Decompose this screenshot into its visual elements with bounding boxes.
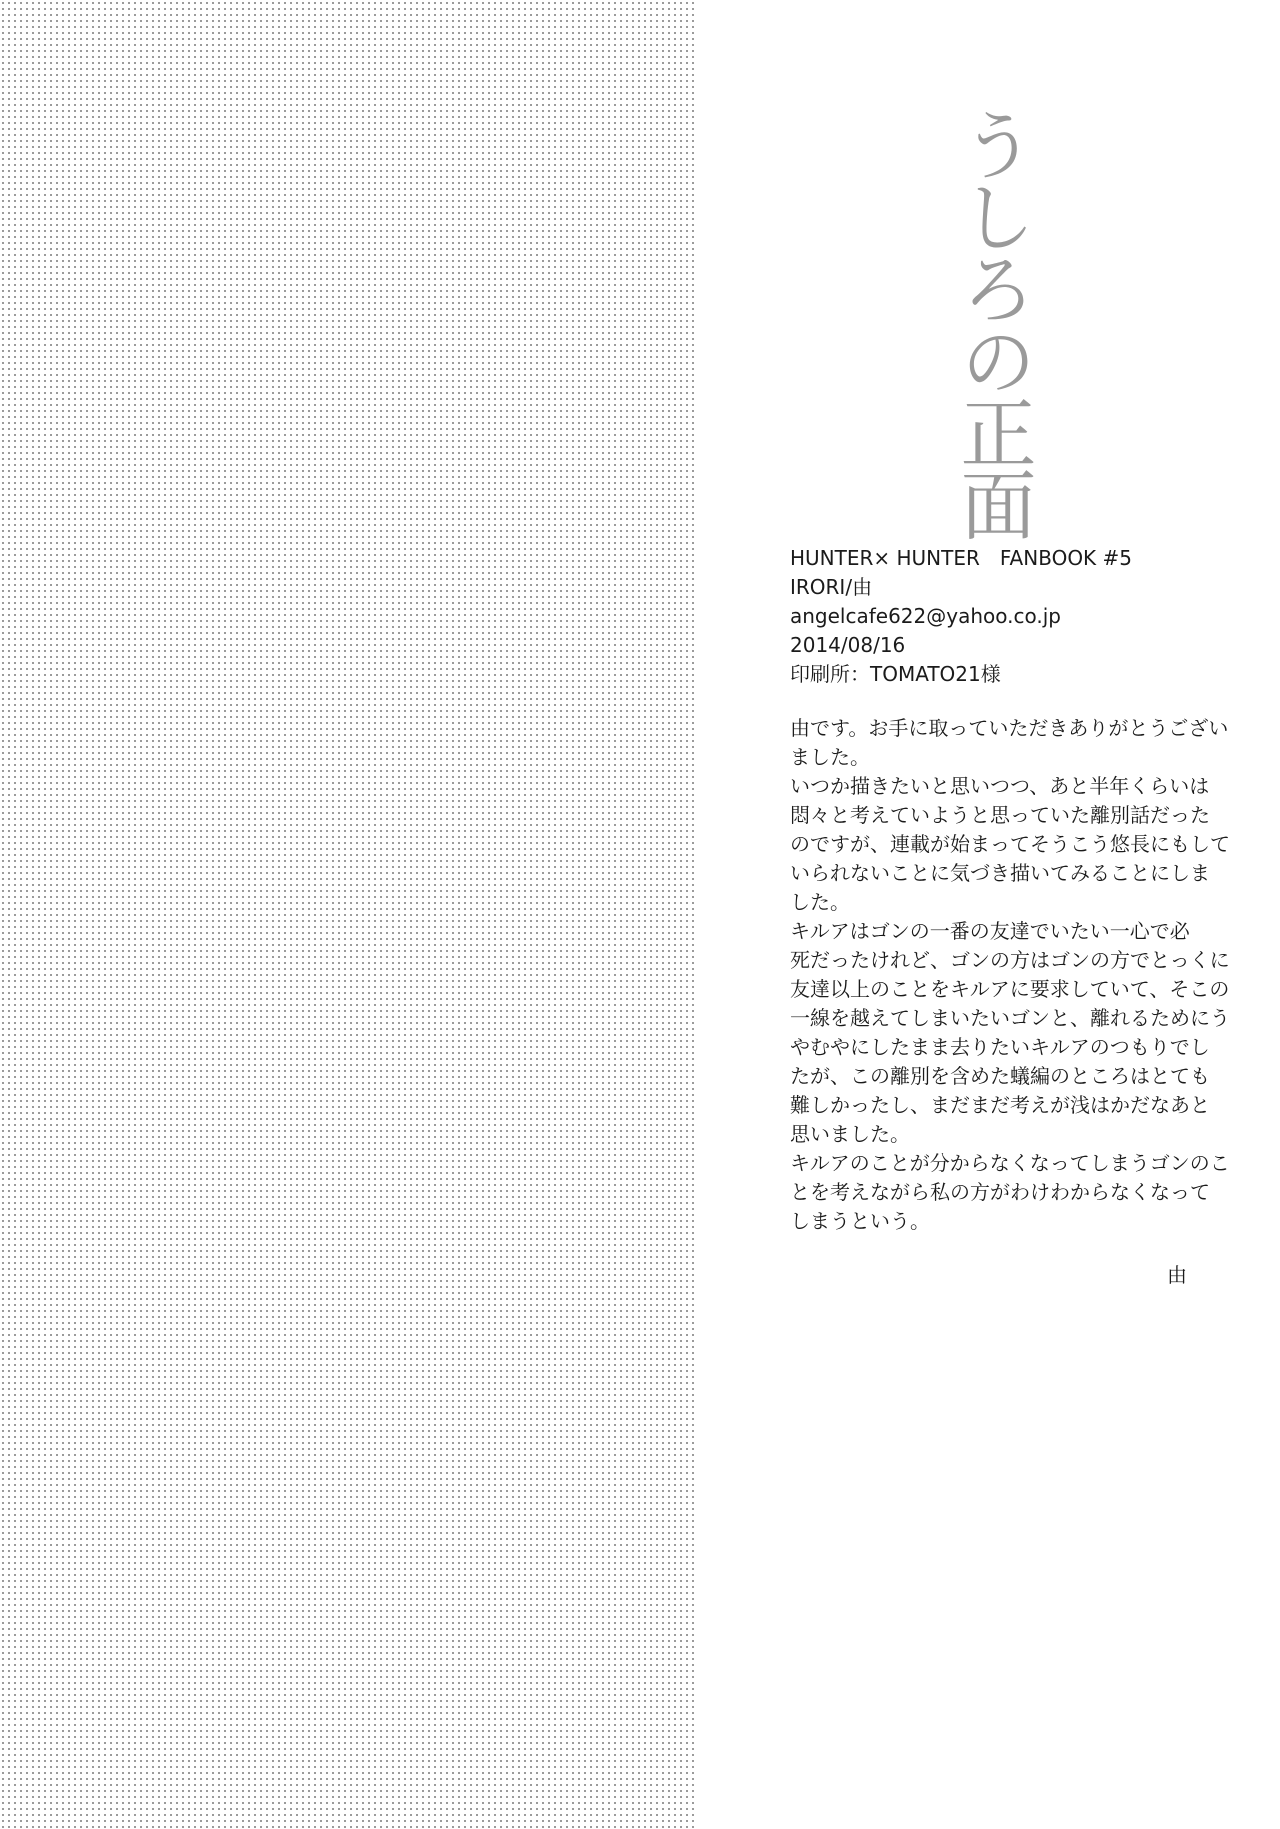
- afterword-line: した。: [790, 890, 850, 914]
- afterword-line: 一線を越えてしまいたいゴンと、離れるためにう: [790, 1006, 1230, 1030]
- afterword-line: 悶々と考えていようと思っていた離別話だった: [790, 803, 1210, 827]
- afterword-line: キルアのことが分からなくなってしまうゴンのこ: [790, 1151, 1230, 1175]
- afterword-line: キルアはゴンの一番の友達でいたい一心で必: [790, 919, 1190, 943]
- afterword-line: のですが、連載が始まってそうこう悠長にもして: [790, 832, 1230, 856]
- afterword-line: しまうという。: [790, 1209, 930, 1233]
- afterword-line: いられないことに気づき描いてみることにしま: [790, 861, 1210, 885]
- afterword-line: たが、この離別を含めた蟻編のところはとても: [790, 1064, 1210, 1088]
- colophon-series: HUNTER× HUNTER FANBOOK #5: [790, 546, 1133, 570]
- afterword-line: 由です。お手に取っていただきありがとうござい: [790, 716, 1229, 740]
- afterword-line: 難しかったし、まだまだ考えが浅はかだなあと: [790, 1093, 1210, 1117]
- signature: 由: [1167, 1263, 1187, 1287]
- afterword-line: とを考えながら私の方がわけわからなくなって: [790, 1180, 1210, 1204]
- afterword-line: 友達以上のことをキルアに要求していて、そこの: [790, 977, 1230, 1001]
- afterword-line: 死だったけれど、ゴンの方はゴンの方でとっくに: [790, 948, 1230, 972]
- colophon-date: 2014/08/16: [790, 633, 906, 657]
- afterword-line: やむやにしたまま去りたいキルアのつもりでし: [790, 1035, 1210, 1059]
- afterword-line: いつか描きたいと思いつつ、あと半年くらいは: [790, 774, 1210, 798]
- book-title: うしろの正面: [948, 106, 1037, 538]
- afterword: [790, 714, 1230, 1236]
- afterword-line: 思いました。: [790, 1122, 910, 1146]
- colophon-circle-author: IRORI/由: [790, 575, 873, 599]
- colophon: [790, 544, 1210, 689]
- afterword-line: ました。: [790, 745, 870, 769]
- colophon-email: angelcafe622@yahoo.co.jp: [790, 604, 1061, 628]
- colophon-printer: 印刷所：TOMATO21様: [790, 662, 1001, 686]
